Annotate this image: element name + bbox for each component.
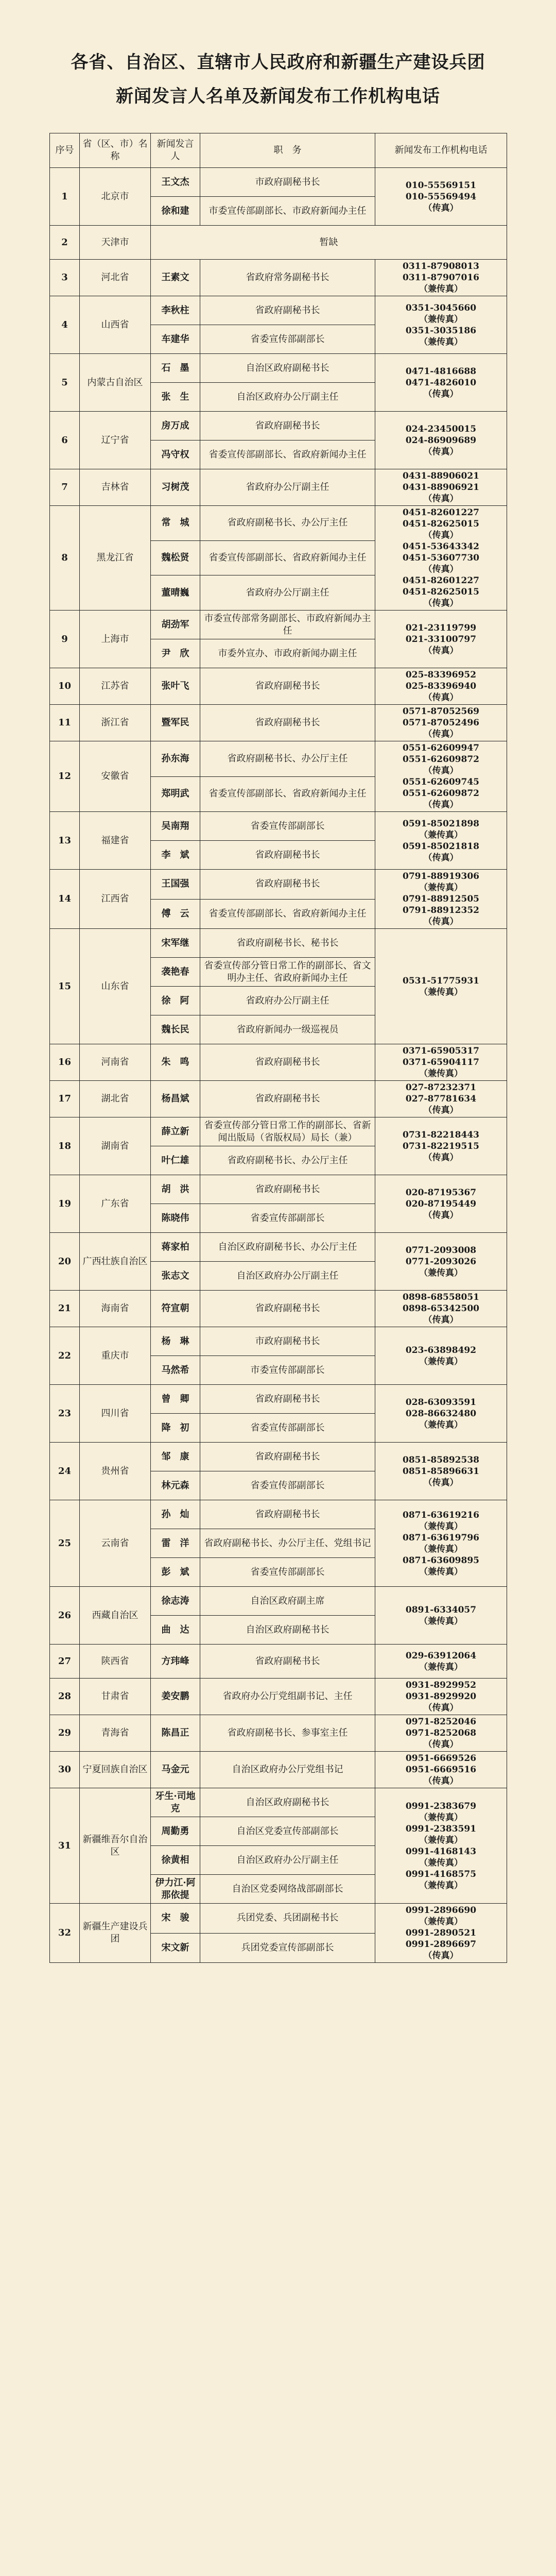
spokesperson-table — [49, 133, 507, 1963]
row-seq: 11 — [50, 705, 80, 741]
row-phone: 0898-68558051 0898-65342500 （传真） — [375, 1291, 507, 1327]
row-region: 云南省 — [80, 1500, 151, 1587]
table-row — [50, 1175, 507, 1204]
row-position: 兵团党委宣传部副部长 — [200, 1933, 375, 1963]
row-position: 自治区政府副秘书长 — [200, 354, 375, 383]
row-position: 省政府办公厅副主任 — [200, 987, 375, 1015]
row-spokesperson: 习树茂 — [151, 469, 200, 506]
row-spokesperson: 李 斌 — [151, 841, 200, 870]
row-spokesperson: 王素文 — [151, 260, 200, 296]
table-row — [50, 168, 507, 197]
row-phone: 0731-82218443 0731-82219515 （传真） — [375, 1117, 507, 1175]
row-region: 上海市 — [80, 611, 151, 668]
row-position: 自治区政府副秘书长 — [200, 1616, 375, 1645]
row-position: 省政府副秘书长 — [200, 705, 375, 741]
row-phone: 0891-6334057 （兼传真） — [375, 1587, 507, 1645]
row-spokesperson: 吴南翔 — [151, 812, 200, 841]
row-position: 省政府副秘书长 — [200, 668, 375, 705]
row-region: 陕西省 — [80, 1645, 151, 1679]
row-position: 省政府副秘书长、秘书长 — [200, 929, 375, 958]
row-spokesperson: 宋 骏 — [151, 1904, 200, 1934]
row-phone: 0971-8252046 0971-8252068 （传真） — [375, 1715, 507, 1752]
row-spokesperson: 徐黄相 — [151, 1846, 200, 1875]
row-seq: 13 — [50, 812, 80, 870]
row-spokesperson: 常 城 — [151, 506, 200, 541]
row-spokesperson: 蒋家柏 — [151, 1233, 200, 1262]
row-phone: 0431-88906021 0431-88906921 （传真） — [375, 469, 507, 506]
table-row — [50, 226, 507, 260]
row-position: 省委宣传部副部长、省政府新闻办主任 — [200, 440, 375, 469]
row-spokesperson: 曲 达 — [151, 1616, 200, 1645]
row-seq: 16 — [50, 1044, 80, 1081]
header-position: 职 务 — [200, 133, 375, 168]
row-position: 市政府副秘书长 — [200, 168, 375, 197]
row-seq: 19 — [50, 1175, 80, 1233]
table-body — [50, 168, 507, 1963]
row-position: 省政府办公厅副主任 — [200, 469, 375, 506]
row-seq: 14 — [50, 870, 80, 929]
row-phone: 010-55569151 010-55569494 （传真） — [375, 168, 507, 226]
row-position: 市政府副秘书长 — [200, 1327, 375, 1356]
row-position: 省委宣传部副部长 — [200, 1204, 375, 1233]
row-position: 省政府副秘书长 — [200, 1175, 375, 1204]
table-row — [50, 812, 507, 841]
row-seq: 12 — [50, 741, 80, 812]
row-region: 山西省 — [80, 296, 151, 354]
row-phone: 0951-6669526 0951-6669516 （传真） — [375, 1752, 507, 1788]
row-region: 吉林省 — [80, 469, 151, 506]
row-spokesperson: 邹 康 — [151, 1443, 200, 1471]
table-row — [50, 1233, 507, 1262]
row-position: 省政府副秘书长 — [200, 1385, 375, 1414]
row-region: 甘肃省 — [80, 1679, 151, 1715]
row-phone: 023-63898492 （兼传真） — [375, 1327, 507, 1385]
row-phone: 0311-87908013 0311-87907016 （兼传真） — [375, 260, 507, 296]
row-seq: 5 — [50, 354, 80, 412]
row-seq: 15 — [50, 929, 80, 1044]
row-phone: 0571-87052569 0571-87052496 （传真） — [375, 705, 507, 741]
row-phone: 020-87195367 020-87195449 （传真） — [375, 1175, 507, 1233]
header-region: 省（区、市）名称 — [80, 133, 151, 168]
row-seq: 20 — [50, 1233, 80, 1291]
row-spokesperson: 叶仁雄 — [151, 1146, 200, 1175]
row-phone: 027-87232371 027-87781634 （传真） — [375, 1081, 507, 1117]
table-row — [50, 1117, 507, 1146]
row-region: 宁夏回族自治区 — [80, 1752, 151, 1788]
title-line-2: 新闻发言人名单及新闻发布工作机构电话 — [116, 86, 440, 107]
row-seq: 30 — [50, 1752, 80, 1788]
row-phone: 0371-65905317 0371-65904117 （兼传真） — [375, 1044, 507, 1081]
table-row — [50, 412, 507, 440]
row-position: 省政府办公厅副主任 — [200, 575, 375, 611]
row-region: 四川省 — [80, 1385, 151, 1443]
row-position: 省政府副秘书长、办公厅主任 — [200, 741, 375, 777]
row-position: 自治区政府副秘书长、办公厅主任 — [200, 1233, 375, 1262]
row-position: 省政府副秘书长、办公厅主任 — [200, 506, 375, 541]
row-seq: 2 — [50, 226, 80, 260]
row-position: 自治区政府办公厅副主任 — [200, 383, 375, 412]
row-spokesperson: 曾 卿 — [151, 1385, 200, 1414]
row-spokesperson: 降 初 — [151, 1414, 200, 1443]
row-spokesperson: 周勤勇 — [151, 1817, 200, 1846]
row-spokesperson: 张志文 — [151, 1262, 200, 1291]
row-seq: 29 — [50, 1715, 80, 1752]
row-spokesperson: 魏松贤 — [151, 540, 200, 575]
row-seq: 27 — [50, 1645, 80, 1679]
row-phone: 024-23450015 024-86909689 （传真） — [375, 412, 507, 469]
row-region: 新疆生产建设兵团 — [80, 1904, 151, 1963]
table-row — [50, 611, 507, 639]
row-spokesperson: 徐和建 — [151, 197, 200, 226]
table-row — [50, 741, 507, 777]
row-position: 省政府副秘书长 — [200, 1044, 375, 1081]
row-position: 自治区政府办公厅副主任 — [200, 1262, 375, 1291]
row-phone: 0771-2093008 0771-2093026 （兼传真） — [375, 1233, 507, 1291]
row-spokesperson: 王文杰 — [151, 168, 200, 197]
row-region: 江苏省 — [80, 668, 151, 705]
row-seq: 26 — [50, 1587, 80, 1645]
row-spokesperson: 陈昌正 — [151, 1715, 200, 1752]
row-region: 广西壮族自治区 — [80, 1233, 151, 1291]
row-region: 浙江省 — [80, 705, 151, 741]
row-spokesperson: 张叶飞 — [151, 668, 200, 705]
row-phone: 0871-63619216 （兼传真） 0871-63619796 （兼传真） 0871-63609895 （兼传真） — [375, 1500, 507, 1587]
table-row — [50, 469, 507, 506]
row-region: 西藏自治区 — [80, 1587, 151, 1645]
table-row — [50, 1291, 507, 1327]
row-spokesperson: 朱 鸣 — [151, 1044, 200, 1081]
row-spokesperson: 雷 洋 — [151, 1529, 200, 1558]
row-spokesperson: 魏长民 — [151, 1015, 200, 1044]
row-spokesperson: 暨军民 — [151, 705, 200, 741]
row-seq: 4 — [50, 296, 80, 354]
row-region: 青海省 — [80, 1715, 151, 1752]
row-position: 自治区政府办公厅副主任 — [200, 1846, 375, 1875]
row-position: 省政府副秘书长 — [200, 412, 375, 440]
row-seq: 1 — [50, 168, 80, 226]
row-seq: 21 — [50, 1291, 80, 1327]
row-position: 自治区党委宣传部副部长 — [200, 1817, 375, 1846]
row-region: 内蒙古自治区 — [80, 354, 151, 412]
table-row — [50, 1715, 507, 1752]
row-position: 省政府副秘书长 — [200, 296, 375, 325]
table-header-row — [50, 133, 507, 168]
row-spokesperson: 马金元 — [151, 1752, 200, 1788]
table-row — [50, 1587, 507, 1616]
row-spokesperson: 徐志涛 — [151, 1587, 200, 1616]
row-position: 省政府新闻办一级巡视员 — [200, 1015, 375, 1044]
row-phone: 0991-2383679 （兼传真） 0991-2383591 （兼传真） 0991-4168143 （兼传真） 0991-4168575 （兼传真） — [375, 1788, 507, 1904]
table-row — [50, 1081, 507, 1117]
row-position: 省政府副秘书长 — [200, 1081, 375, 1117]
row-phone: 0551-62609947 0551-62609872 （传真） 0551-62609745 0551-62609872 （传真） — [375, 741, 507, 812]
row-seq: 18 — [50, 1117, 80, 1175]
row-region: 新疆维吾尔自治区 — [80, 1788, 151, 1904]
row-phone: 0991-2896690 （兼传真） 0991-2890521 0991-2896697 （传真） — [375, 1904, 507, 1963]
row-seq: 23 — [50, 1385, 80, 1443]
row-position: 暂缺 — [151, 226, 507, 260]
row-seq: 9 — [50, 611, 80, 668]
row-position: 省政府副秘书长、参事室主任 — [200, 1715, 375, 1752]
row-seq: 22 — [50, 1327, 80, 1385]
table-row — [50, 1788, 507, 1817]
row-seq: 31 — [50, 1788, 80, 1904]
table-row — [50, 1443, 507, 1471]
row-position: 自治区政府副主席 — [200, 1587, 375, 1616]
row-spokesperson: 宋军继 — [151, 929, 200, 958]
row-position: 省委宣传部副部长 — [200, 812, 375, 841]
row-spokesperson: 胡劲军 — [151, 611, 200, 639]
row-region: 山东省 — [80, 929, 151, 1044]
row-spokesperson: 方玮峰 — [151, 1645, 200, 1679]
title-line-1: 各省、自治区、直辖市人民政府和新疆生产建设兵团 — [71, 52, 485, 73]
row-phone: 0351-3045660 （兼传真） 0351-3035186 （兼传真） — [375, 296, 507, 354]
row-spokesperson: 郑明武 — [151, 776, 200, 812]
header-spokesperson: 新闻发言人 — [151, 133, 200, 168]
row-region: 江西省 — [80, 870, 151, 929]
table-row — [50, 1645, 507, 1679]
row-spokesperson: 张 生 — [151, 383, 200, 412]
row-position: 省委宣传部副部长、省政府新闻办主任 — [200, 899, 375, 929]
row-spokesperson: 林元森 — [151, 1471, 200, 1500]
table-row — [50, 296, 507, 325]
row-spokesperson: 杨昌斌 — [151, 1081, 200, 1117]
table-row — [50, 1679, 507, 1715]
row-spokesperson: 石 墨 — [151, 354, 200, 383]
table-row — [50, 506, 507, 541]
row-position: 省政府副秘书长、办公厅主任 — [200, 1146, 375, 1175]
row-phone: 0591-85021898 （兼传真） 0591-85021818 （传真） — [375, 812, 507, 870]
row-region: 海南省 — [80, 1291, 151, 1327]
row-region: 广东省 — [80, 1175, 151, 1233]
table-row — [50, 668, 507, 705]
row-spokesperson: 彭 斌 — [151, 1558, 200, 1587]
table-row — [50, 1327, 507, 1356]
row-seq: 3 — [50, 260, 80, 296]
row-position: 省委宣传部副部长 — [200, 1414, 375, 1443]
row-region: 安徽省 — [80, 741, 151, 812]
row-position: 省政府副秘书长 — [200, 1443, 375, 1471]
row-position: 省委宣传部副部长 — [200, 1471, 375, 1500]
row-region: 黑龙江省 — [80, 506, 151, 611]
row-spokesperson: 傅 云 — [151, 899, 200, 929]
page-title — [21, 45, 535, 113]
row-seq: 6 — [50, 412, 80, 469]
table-row — [50, 1752, 507, 1788]
row-spokesperson: 孙 灿 — [151, 1500, 200, 1529]
row-position: 自治区党委网络战部副部长 — [200, 1875, 375, 1904]
header-phone: 新闻发布工作机构电话 — [375, 133, 507, 168]
row-region: 天津市 — [80, 226, 151, 260]
row-spokesperson: 伊力江·阿那依提 — [151, 1875, 200, 1904]
header-seq: 序号 — [50, 133, 80, 168]
row-spokesperson: 王国强 — [151, 870, 200, 900]
row-phone: 0931-8929952 0931-8929920 （传真） — [375, 1679, 507, 1715]
row-spokesperson: 孙东海 — [151, 741, 200, 777]
row-spokesperson: 袭艳春 — [151, 958, 200, 987]
row-spokesperson: 冯守权 — [151, 440, 200, 469]
row-position: 省政府常务副秘书长 — [200, 260, 375, 296]
row-spokesperson: 姜安鹏 — [151, 1679, 200, 1715]
row-region: 福建省 — [80, 812, 151, 870]
table-row — [50, 354, 507, 383]
row-region: 辽宁省 — [80, 412, 151, 469]
row-position: 省委宣传部副部长 — [200, 1558, 375, 1587]
row-seq: 28 — [50, 1679, 80, 1715]
row-phone: 0451-82601227 0451-82625015 （传真） 0451-53643342 0451-53607730 （传真） 0451-82601227 0451-82625015 （传真） — [375, 506, 507, 611]
row-spokesperson: 胡 洪 — [151, 1175, 200, 1204]
row-seq: 17 — [50, 1081, 80, 1117]
row-phone: 0471-4816688 0471-4826010 （传真） — [375, 354, 507, 412]
row-region: 河北省 — [80, 260, 151, 296]
row-phone: 0851-85892538 0851-85896631 （传真） — [375, 1443, 507, 1500]
row-region: 北京市 — [80, 168, 151, 226]
row-phone: 025-83396952 025-83396940 （传真） — [375, 668, 507, 705]
row-position: 市委宣传部常务副部长、市政府新闻办主任 — [200, 611, 375, 639]
table-row — [50, 705, 507, 741]
row-seq: 32 — [50, 1904, 80, 1963]
row-region: 河南省 — [80, 1044, 151, 1081]
row-position: 省委宣传部副部长 — [200, 325, 375, 354]
row-phone: 028-63093591 028-86632480 （兼传真） — [375, 1385, 507, 1443]
row-position: 省政府副秘书长、办公厅主任、党组书记 — [200, 1529, 375, 1558]
row-spokesperson: 马然希 — [151, 1356, 200, 1385]
row-region: 湖南省 — [80, 1117, 151, 1175]
row-region: 重庆市 — [80, 1327, 151, 1385]
row-position: 市委宣传部副部长 — [200, 1356, 375, 1385]
row-spokesperson: 薛立新 — [151, 1117, 200, 1146]
table-row — [50, 260, 507, 296]
row-seq: 7 — [50, 469, 80, 506]
table-row — [50, 1500, 507, 1529]
table-row — [50, 929, 507, 958]
row-seq: 10 — [50, 668, 80, 705]
row-spokesperson: 宋文新 — [151, 1933, 200, 1963]
row-spokesperson: 董晴巍 — [151, 575, 200, 611]
row-phone: 0791-88919306 （兼传真） 0791-88912505 0791-88912352 （传真） — [375, 870, 507, 929]
row-position: 兵团党委、兵团副秘书长 — [200, 1904, 375, 1934]
row-position: 省政府副秘书长 — [200, 1645, 375, 1679]
row-position: 市委宣传部副部长、市政府新闻办主任 — [200, 197, 375, 226]
row-spokesperson: 房万成 — [151, 412, 200, 440]
row-phone: 029-63912064 （兼传真） — [375, 1645, 507, 1679]
row-position: 自治区政府副秘书长 — [200, 1788, 375, 1817]
row-position: 省委宣传部分管日常工作的副部长、省新闻出版局（省版权局）局长（兼） — [200, 1117, 375, 1146]
row-position: 自治区政府办公厅党组书记 — [200, 1752, 375, 1788]
row-spokesperson: 陈晓伟 — [151, 1204, 200, 1233]
row-phone: 021-23119799 021-33100797 （传真） — [375, 611, 507, 668]
row-spokesperson: 牙生·司地克 — [151, 1788, 200, 1817]
row-region: 贵州省 — [80, 1443, 151, 1500]
row-spokesperson: 李秋柱 — [151, 296, 200, 325]
row-position: 省委宣传部副部长、省政府新闻办主任 — [200, 776, 375, 812]
row-position: 省政府办公厅党组副书记、主任 — [200, 1679, 375, 1715]
row-seq: 8 — [50, 506, 80, 611]
table-row — [50, 1044, 507, 1081]
row-position: 省政府副秘书长 — [200, 1291, 375, 1327]
row-position: 省委宣传部副部长、省政府新闻办主任 — [200, 540, 375, 575]
row-seq: 25 — [50, 1500, 80, 1587]
row-spokesperson: 符宣朝 — [151, 1291, 200, 1327]
row-spokesperson: 车建华 — [151, 325, 200, 354]
row-seq: 24 — [50, 1443, 80, 1500]
row-spokesperson: 徐 阿 — [151, 987, 200, 1015]
row-position: 省政府副秘书长 — [200, 870, 375, 900]
table-row — [50, 1904, 507, 1934]
table-row — [50, 1385, 507, 1414]
row-phone: 0531-51775931 （兼传真） — [375, 929, 507, 1044]
row-position: 省委宣传部分管日常工作的副部长、省文明办主任、省政府新闻办主任 — [200, 958, 375, 987]
row-position: 省政府副秘书长 — [200, 841, 375, 870]
table-row — [50, 870, 507, 900]
row-spokesperson: 尹 欣 — [151, 639, 200, 668]
row-spokesperson: 杨 琳 — [151, 1327, 200, 1356]
row-position: 省政府副秘书长 — [200, 1500, 375, 1529]
row-region: 湖北省 — [80, 1081, 151, 1117]
row-position: 市委外宣办、市政府新闻办副主任 — [200, 639, 375, 668]
